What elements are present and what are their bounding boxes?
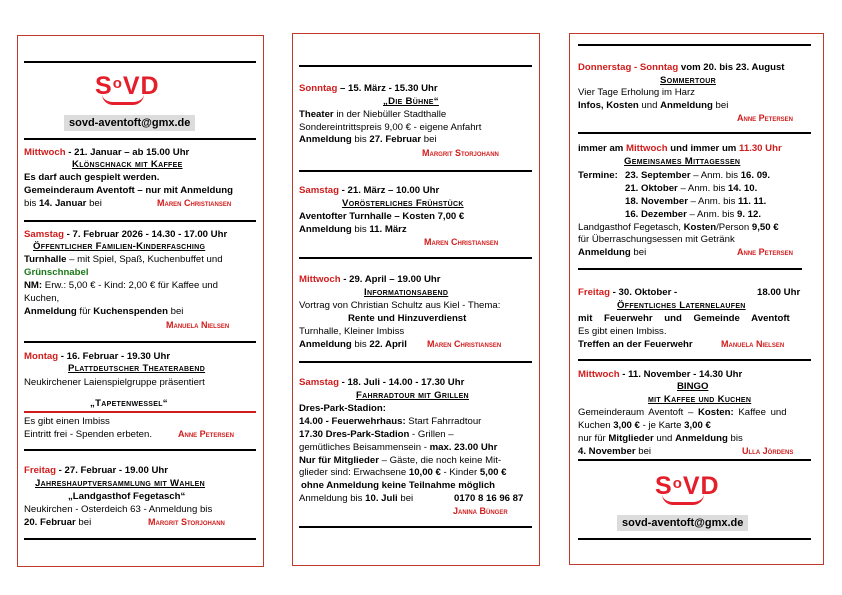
event-title: Gemeinsames Mittagessen <box>624 156 741 167</box>
event-title: Öffentliches Laternelaufen <box>617 300 746 311</box>
event-date: Donnerstag - Sonntag vom 20. bis 23. August <box>578 62 785 73</box>
event-text: NM: Erw.: 5,00 € - Kind: 2,00 € für Kaffee und <box>24 280 218 291</box>
event-text: Gemeinderaum Aventoft – Kosten: Kaffee und <box>578 407 787 418</box>
event-text: Anmeldung bis 11. März <box>299 224 407 235</box>
event-text: Anmeldung bis 10. Juli bei <box>299 493 414 504</box>
event-text: 17.30 Dres-Park-Stadion - Grillen – <box>299 429 454 440</box>
event-title: Öffentlicher Familien-Kinderfasching <box>33 241 206 252</box>
event-date: Mittwoch - 21. Januar – ab 15.00 Uhr <box>24 147 190 158</box>
contact-name: Manuela Nielsen <box>721 339 785 349</box>
event-text: mit Feuerwehr und Gemeinde Aventoft <box>578 313 790 324</box>
event-text: 23. September – Anm. bis 16. 09. <box>625 170 771 181</box>
divider <box>299 526 532 528</box>
divider <box>578 459 811 461</box>
event-title: „Die Bühne“ <box>383 96 439 107</box>
event-text: 18. November – Anm. bis 11. 11. <box>625 196 767 207</box>
event-text: 21. Oktober – Anm. bis 14. 10. <box>625 183 758 194</box>
divider <box>578 538 811 540</box>
divider <box>578 44 811 46</box>
divider <box>578 132 811 134</box>
event-title: Sommertour <box>660 75 716 86</box>
event-title: BINGO <box>677 381 709 392</box>
event-date: Freitag - 27. Februar - 19.00 Uhr <box>24 465 168 476</box>
divider <box>299 65 532 67</box>
contact-name: Ulla Jördens <box>742 446 794 456</box>
event-text: Es gibt einen Imbiss. <box>578 326 667 337</box>
contact-name: Margrit Storjohann <box>422 148 499 158</box>
event-date: Samstag - 21. März – 10.00 Uhr <box>299 185 440 196</box>
event-text: Vier Tage Erholung im Harz <box>578 87 695 98</box>
event-text: glieder sind: Erwachsene 10,00 € - Kinder 5,00 € <box>299 467 507 478</box>
phone-number: 0170 8 16 96 87 <box>454 493 524 504</box>
event-text: Nur für Mitglieder – Gäste, die noch keine Mit- <box>299 455 502 466</box>
event-text: bis 14. Januar bei <box>24 198 102 209</box>
contact-name: Maren Christiansen <box>424 237 499 247</box>
event-date: Mittwoch - 29. April – 19.00 Uhr <box>299 274 441 285</box>
contact-name: Margrit Storjohann <box>148 517 225 527</box>
event-text: gemütliches Beisammensein - max. 23.00 Uhr <box>299 442 498 453</box>
event-text: Kuchen, <box>24 293 60 304</box>
contact-name: Janina Bünger <box>453 506 508 516</box>
event-date: Montag - 16. Februar - 19.30 Uhr <box>24 351 171 362</box>
event-text: Kuchen 3,00 € - je Karte 3,00 € <box>578 420 711 431</box>
event-text: Anmeldung bis 27. Februar bei <box>299 134 437 145</box>
event-text: Aventofter Turnhalle – Kosten 7,00 € <box>299 211 465 222</box>
event-time: 18.00 Uhr <box>757 287 801 298</box>
event-text: Turnhalle – mit Spiel, Spaß, Kuchenbuffet und <box>24 254 223 265</box>
divider <box>24 449 256 451</box>
event-title: Informationsabend <box>364 287 449 298</box>
event-text: Gemeinderaum Aventoft – nur mit Anmeldung <box>24 185 233 196</box>
event-text: Turnhalle, Kleiner Imbiss <box>299 326 405 337</box>
email-address[interactable]: sovd-aventoft@gmx.de <box>617 515 748 531</box>
divider <box>24 341 256 343</box>
event-text: Anmeldung für Kuchenspenden bei <box>24 306 184 317</box>
event-text: Neukirchen - Osterdeich 63 - Anmeldung bis <box>24 504 213 515</box>
event-text: Landgasthof Fegetasch, Kosten/Person 9,50 € <box>578 222 779 233</box>
event-date: Sonntag – 15. März - 15.30 Uhr <box>299 83 438 94</box>
divider <box>578 359 811 361</box>
divider <box>299 361 532 363</box>
divider <box>24 220 256 222</box>
event-date: immer am Mittwoch und immer um 11.30 Uhr <box>578 143 782 154</box>
event-text: Anmeldung bis 22. April <box>299 339 407 350</box>
contact-name: Anne Petersen <box>737 113 794 123</box>
email-address[interactable]: sovd-aventoft@gmx.de <box>64 115 195 131</box>
event-text: Eintritt frei - Spenden erbeten. <box>24 429 152 440</box>
event-text: Anmeldung bei <box>578 247 647 258</box>
event-text: Sondereintrittspreis 9,00 € - eigene Anfahrt <box>299 122 482 133</box>
divider <box>24 138 256 140</box>
contact-name: Manuela Nielsen <box>166 320 230 330</box>
event-text: Grünschnabel <box>24 267 89 278</box>
event-text: Es gibt einen Imbiss <box>24 416 110 427</box>
event-text: für Überraschungsessen mit Getränk <box>578 234 735 245</box>
divider <box>299 257 532 259</box>
divider <box>299 170 532 172</box>
event-date: Mittwoch - 11. November - 14.30 Uhr <box>578 369 743 380</box>
divider <box>24 538 256 540</box>
event-text: Termine: <box>578 170 618 181</box>
event-text: „Landgasthof Fegetasch“ <box>68 491 186 502</box>
sovd-logo: $S^oVD$ <box>95 72 160 101</box>
contact-name: Anne Petersen <box>737 247 794 257</box>
event-text: Neukirchener Laienspielgruppe präsentiert <box>24 377 205 388</box>
event-title: Klönschnack mit Kaffee <box>72 159 183 170</box>
divider <box>24 61 256 63</box>
event-text: 14.00 - Feuerwehrhaus: Start Fahrradtour <box>299 416 482 427</box>
contact-name: Anne Petersen <box>178 429 235 439</box>
event-text: 4. November bei <box>578 446 652 457</box>
event-text: Es darf auch gespielt werden. <box>24 172 160 183</box>
sovd-logo: $S^oVD$ <box>655 472 720 501</box>
event-title: Jahreshauptversammlung mit Wahlen <box>35 478 206 489</box>
event-text: 20. Februar bei <box>24 517 92 528</box>
event-date: Freitag - 30. Oktober - <box>578 287 678 298</box>
event-title: Vorösterliches Frühstück <box>342 198 464 209</box>
event-text: Dres-Park-Stadion: <box>299 403 386 414</box>
event-title: Plattdeutscher Theaterabend <box>68 363 206 374</box>
event-date: Samstag - 18. Juli - 14.00 - 17.30 Uhr <box>299 377 465 388</box>
underline <box>24 411 256 413</box>
event-subtitle: mit Kaffee und Kuchen <box>648 394 752 405</box>
event-text: ohne Anmeldung keine Teilnahme möglich <box>301 480 496 491</box>
event-text: Infos, Kosten und Anmeldung bei <box>578 100 729 111</box>
divider <box>578 268 802 270</box>
event-text: 16. Dezember – Anm. bis 9. 12. <box>625 209 761 220</box>
event-text: nur für Mitglieder und Anmeldung bis <box>578 433 743 444</box>
event-text: Theater in der Niebüller Stadthalle <box>299 109 447 120</box>
event-text: Rente und Hinzuverdienst <box>348 313 467 324</box>
event-date: Samstag - 7. Februar 2026 - 14.30 - 17.00 Uhr <box>24 229 228 240</box>
event-text: Treffen an der Feuerwehr <box>578 339 693 350</box>
event-text: „Tapetenwessel“ <box>90 398 168 409</box>
contact-name: Maren Christiansen <box>427 339 502 349</box>
event-title: Fahrradtour mit Grillen <box>356 390 469 401</box>
event-text: Vortrag von Christian Schultz aus Kiel - Thema: <box>299 300 501 311</box>
contact-name: Maren Christiansen <box>157 198 232 208</box>
